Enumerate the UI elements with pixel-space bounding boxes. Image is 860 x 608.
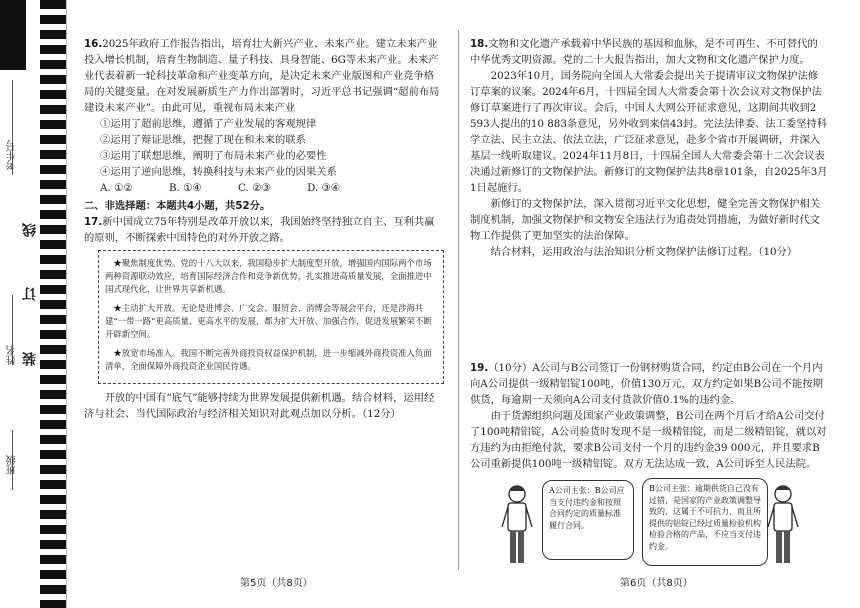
question-number: 19. — [470, 362, 489, 374]
question-number: 16. — [84, 38, 103, 50]
name-label: 姓名 — [7, 345, 18, 365]
section-heading: 二、非选择题：本题共4小题，共52分。 — [84, 200, 271, 212]
q18-para: 新修订的文物保护法，深入贯彻习近平文化思想，健全完善文物保护相关制度机制，加强文物保护和文物安全违法行为追责处罚措施，为做好新时代文物工作提供了更加坚实的法治保障。 — [470, 198, 821, 242]
q19-cartoon — [470, 478, 828, 578]
speech-bubble-a — [542, 480, 634, 560]
choice-c: C. ②③ — [238, 182, 271, 194]
binding-solid-bar — [0, 0, 26, 70]
binding-margin — [0, 0, 67, 608]
question-number: 17. — [84, 216, 103, 228]
question-number: 18. — [470, 38, 489, 50]
binding-stripes — [40, 0, 66, 608]
q19-para: （10分）A公司与B公司签订一份钢材购货合同，约定由B公司在一个月内向A公司提供一级精铝锭100吨，价值130万元，双方约定如果B公司不能按期供货，每逾期一天须向A公司支付货款价值0.1%的违约金。 — [470, 362, 823, 406]
person-b-icon — [766, 482, 800, 568]
choice-d: D. ③④ — [307, 182, 340, 194]
person-a-icon — [500, 482, 534, 568]
choice-b: B. ①④ — [168, 182, 202, 194]
page-6 — [470, 36, 828, 578]
page-number: 第5页（共8页） — [240, 578, 313, 589]
q18-task: 结合材料，运用政治与法治知识分析文物保护法修订过程。（10分） — [490, 246, 798, 258]
material-item: ★主动扩大开放。无论是进博会、广交会、服贸会、消博会等展会平台，还是涉海共建“一带一路”更高质量、更高水平的发展，都为扩大开放、加强合作，促进发展繁荣不断开辟新空间。 — [105, 303, 432, 339]
material-item: ★放宽市场准入。我国不断完善外商投资权益保护机制，进一步缩减外商投资准入负面清单，全面保障外商投资企业国民待遇。 — [105, 348, 432, 371]
q18-para: 2023年10月，国务院向全国人大常委会提出关于提请审议文物保护法修订草案的议案。2024年6月，十四届全国人大常委会第十次会议对文物保护法修订草案进行了再次审议。会后，中国人大网公开征求意见，这期间共收到2 593人提出的10 883条意见，另外收到来信43封。完法法律委、法工委坚持科学立法、民主立法、依法立法，广泛征求意见，赴多个省市开展调研，并深入基层一线听取建议。2024年11月8日，十四届全国人大常委会第十二次会议表决通过新修订的文物保护法。新修订的文物保护法共8章101条，自2025年3月1日起施行。 — [470, 70, 828, 194]
page-5 — [84, 36, 444, 422]
q16-option: ③运用了联想思维，阐明了布局未来产业的必要性 — [100, 150, 327, 162]
binding-zhuang: 装 — [22, 352, 38, 366]
company-b-claim: B公司主张：逾期供货自己没有过错，是国家的产业政策调整导致的，这属于不可抗力，而且所提供的铝锭已经过质量检验机构检验合格的产品，不应当支付违约金。 — [649, 484, 761, 551]
q16-choices — [84, 180, 340, 196]
speech-bubble-b — [642, 478, 768, 566]
class-label: 班级 — [7, 455, 18, 475]
company-a-claim: A公司主张：B公司应当支付违约金和按照合同约定的质量标准履行合同。 — [549, 486, 625, 530]
choice-a: A. ①② — [100, 182, 133, 194]
material-item: ★聚焦制度优势。党的十八大以来，我国稳步扩大制度型开放，增强国内国际两个市场两种资源联动效应，培育国际经济合作和竞争新优势，扎实推进高质量发展，全面推进中国式现代化，让世界共享新机遇。 — [105, 258, 432, 294]
q16-option: ②运用了辩证思维，把握了现在和未来的联系 — [100, 134, 306, 146]
binding-xian: 线 — [22, 223, 38, 237]
q17-task: 开放的中国有“底气”能够持续为世界发展提供新机遇。结合材料，运用经济与社会、当代国际政治与经济相关知识对此观点加以分析。（12分） — [84, 392, 435, 420]
exam-no-label: 考生号 — [7, 140, 18, 170]
q17-material-box — [98, 250, 444, 384]
q16-stem: 2025年政府工作报告指出，培育壮大新兴产业、未来产业。建立未来产业投入增长机制，培育生物制造、量子科技、具身智能、6G等未来产业。未来产业代表着新一轮科技革命和产业变革方向，是决定未来产业版图和产业竞争格局的关键变量。在对发展新质生产力作出部署时，习近平总书记强调“超前布局建设未来产业”。由此可见，重视布局未来产业 — [84, 38, 440, 114]
answer-space — [470, 260, 828, 360]
binding-ding: 订 — [22, 287, 38, 301]
q17-stem: 新中国成立75年特别是改革开放以来，我国始终坚持独立自主、互利共赢的原则，不断探索中国特色的对外开放之路。 — [84, 216, 435, 244]
q16-option: ①运用了超前思维，遵循了产业发展的客观规律 — [100, 118, 317, 130]
page-number: 第6页（共8页） — [620, 578, 693, 589]
q16-option: ④运用了逆向思维，转换科技与未来产业的因果关系 — [100, 166, 337, 178]
q18-para: 文物和文化遗产承载着中华民族的基因和血脉，是不可再生、不可替代的中华优秀文明资源。党的二十大报告指出，加大文物和文化遗产保护力度。 — [470, 38, 818, 66]
q19-para: 由于货源组织问题及国家产业政策调整，B公司在两个月后才给A公司交付了100吨精铝锭，A公司验货时发现不是一级精铝锭，而是二级精铝锭，就以对方违约为由拒绝付款，要求B公司支付一个月的违约金39 000元，并且要求B公司重新提供100吨一级精铝锭。双方无法达成一致，A公司诉至人民法院。 — [470, 410, 827, 470]
page-divider — [458, 30, 459, 570]
